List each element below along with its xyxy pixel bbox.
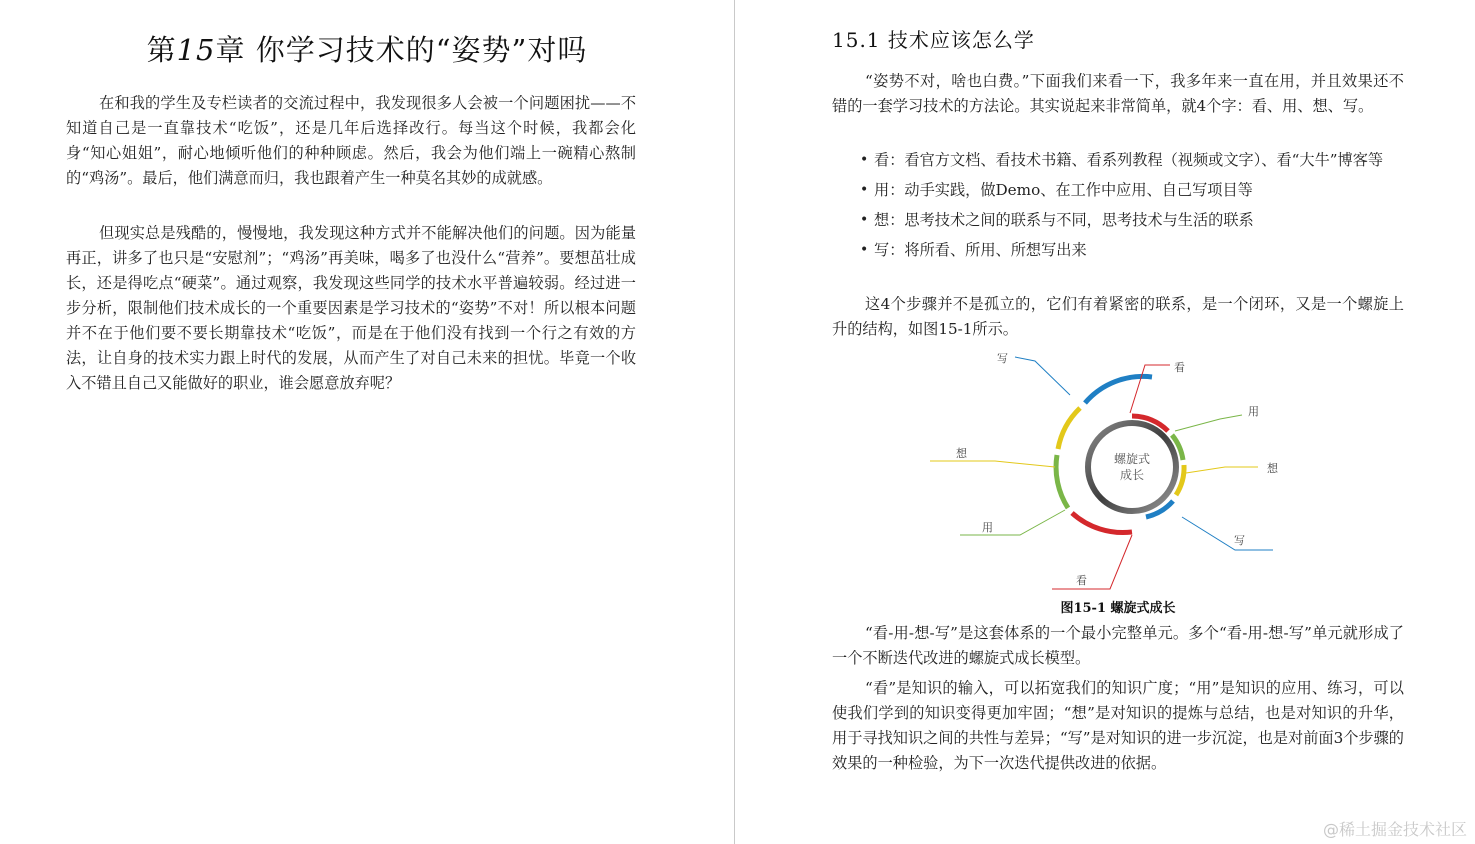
intro-paragraph: “姿势不对，啥也白费。”下面我们来看一下，我多年来一直在用，并且效果还不错的一套学习技术的方法论。其实说起来非常简单，就4个字：看、用、想、写。: [832, 72, 1404, 115]
label-write-top: 写: [997, 352, 1008, 365]
figure-caption: 图15-1 螺旋式成长: [1060, 601, 1176, 616]
chapter-prefix: 第: [146, 33, 177, 67]
closed-loop-paragraph: 这4个步骤并不是孤立的，它们有着紧密的联系，是一个闭环，又是一个螺旋上升的结构，如图15-1所示。: [832, 295, 1404, 338]
label-see-bottom: 看: [1076, 574, 1087, 587]
method-list: [866, 148, 1406, 268]
center-ring: [1088, 423, 1176, 511]
label-see-top: 看: [1174, 361, 1185, 374]
outer-arc-yellow: [1058, 408, 1080, 449]
left-paragraph-2: 但现实总是残酷的，慢慢地，我发现这种方式并不能解决他们的问题。因为能量再正，讲多了也只是“安慰剂”；“鸡汤”再美味，喝多了也没什么“营养”。要想茁壮成长，还是得吃点“硬菜”。通过观察，我发现这些同学的技术水平普遍较弱。经过进一步分析，限制他们技术成长的一个重要因素是学习技术的“姿势”不对！所以根本问题并不在于他们要不要长期靠技术“吃饭”，而是在于他们没有找到一个行之有效的方法，让自身的技术实力跟上时代的发展，从而产生了对自己未来的担忧。毕竟一个收入不错且自己又能做好的职业，谁会愿意放弃呢？: [66, 224, 636, 392]
label-use-left: 用: [982, 521, 993, 534]
center-label-line2: 成长: [1119, 468, 1145, 482]
outer-arc-red: [1072, 513, 1132, 533]
spiral-growth-diagram: [920, 345, 1300, 600]
chapter-title-text: 章 你学习技术的“姿势”对吗: [215, 33, 588, 67]
label-think-left: 想: [956, 447, 967, 460]
center-label-line1: 螺旋式: [1113, 452, 1151, 466]
label-use-right: 用: [1248, 405, 1259, 418]
section-title: 15.1 技术应该怎么学: [832, 28, 1035, 52]
chapter-title: [0, 28, 734, 69]
outer-arc-blue: [1085, 376, 1152, 403]
list-item: • 看：看官方文档、看技术书籍、看系列教程（视频或文字）、看“大牛”博客等: [866, 148, 1406, 173]
watermark: @稀土掘金技术社区: [1322, 820, 1467, 839]
explanation-paragraph: “看”是知识的输入，可以拓宽我们的知识广度；“用”是知识的应用、练习，可以使我们学到的知识变得更加牢固；“想”是对知识的提炼与总结，也是对知识的升华，用于寻找知识之间的共性与差异；“写”是对知识的进一步沉淀，也是对前面3个步骤的效果的一种检验，为下一次迭代提供改进的依据。: [832, 679, 1404, 772]
label-write-bottom: 写: [1234, 534, 1245, 547]
chapter-number: 15: [176, 33, 216, 67]
left-paragraph-1: 在和我的学生及专栏读者的交流过程中，我发现很多人会被一个问题困扰——不知道自己是一直靠技术“吃饭”，还是几年后选择改行。每当这个时候，我都会化身“知心姐姐”，耐心地倾听他们的种种顾虑。然后，我会为他们端上一碗精心熬制的“鸡汤”。最后，他们满意而归，我也跟着产生一种莫名其妙的成就感。: [66, 94, 636, 187]
outer-arc-green: [1056, 455, 1068, 508]
page-divider: [734, 0, 735, 844]
list-item: • 用：动手实践，做Demo、在工作中应用、自己写项目等: [866, 178, 1406, 203]
unit-paragraph: “看-用-想-写”是这套体系的一个最小完整单元。多个“看-用-想-写”单元就形成了一个不断迭代改进的螺旋式成长模型。: [832, 624, 1404, 667]
list-item: • 写：将所看、所用、所想写出来: [866, 238, 1406, 263]
list-item: • 想：思考技术之间的联系与不同，思考技术与生活的联系: [866, 208, 1406, 233]
label-think-right: 想: [1267, 462, 1278, 475]
